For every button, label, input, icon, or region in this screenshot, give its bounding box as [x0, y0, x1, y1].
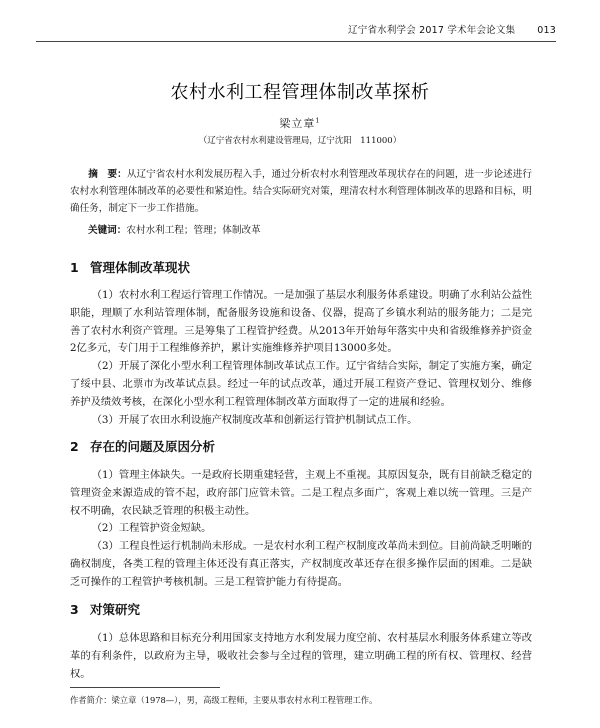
section-heading-3 — [70, 600, 140, 618]
page-number: 013 — [537, 25, 556, 36]
section-title: 管理体制改革现状 — [90, 260, 191, 275]
author-affiliation: （辽宁省农村水利建设管理局，辽宁沈阳 111000） — [198, 136, 402, 146]
abstract — [70, 166, 532, 217]
abstract-text: 从辽宁省农村水利发展历程入手，通过分析农村水利管理改革现状存在的问题，进一步论述进行农村水利管理体制改革的必要性和紧迫性。结合实际研究对策，理清农村水利管理体制改革的思路和目标，明确任务，制定下一步工作措施。 — [70, 169, 532, 214]
section-body-1 — [70, 287, 532, 429]
footnote-divider — [70, 687, 220, 688]
paragraph: （1）农村水利工程运行管理工作情况。一是加强了基层水利服务体系建设。明确了水利站公益性职能，理顺了水利站管理体制，配备服务设施和设备、仪器，提高了乡镇水利站的服务能力；二是完善了农村水利资产管理。三是筹集了工程管护经费。从2013年开始每年落实中央和省级维修养护资金2亿多元，专门用于工程维修养护，累计实施维修养护项目13000多处。 — [70, 289, 532, 355]
paragraph: （3）工程良性运行机制尚未形成。一是农村水利工程产权制度改革尚未到位。目前尚缺乏明晰的确权制度，各类工程的管理主体还没有真正落实，产权制度改革还存在很多操作层面的困难。二是缺乏可操作的工程管护考核机制。三是工程管护能力有待提高。 — [70, 540, 532, 588]
paragraph: （1）管理主体缺失。一是政府长期重建轻营，主观上不重视。其原因复杂，既有目前缺乏稳定的管理资金来源造成的管不起，政府部门应管未管。二是工程点多面广，客观上难以统一管理。三是产权不明确，农民缺乏管理的积极主动性。 — [70, 469, 532, 517]
author-superscript: 1 — [315, 116, 321, 125]
paragraph: （1）总体思路和目标充分利用国家支持地方水利发展力度空前、农村基层水利服务体系建立等改革的有利条件，以政府为主导，吸收社会参与全过程的管理，建立明确工程的所有权、管理权、经营权。 — [70, 632, 532, 680]
running-header — [36, 22, 556, 42]
section-heading-1 — [70, 258, 190, 276]
paragraph: （3）开展了农田水利设施产权制度改革和创新运行管护机制试点工作。 — [91, 413, 418, 426]
section-number: 3 — [70, 602, 79, 617]
paragraph: （2）工程管护资金短缺。 — [91, 522, 212, 535]
author-line — [0, 115, 600, 131]
footnote-text: 梁立章（1978—），男，高级工程师，主要从事农村水利工程管理工作。 — [111, 695, 378, 705]
keywords — [88, 223, 532, 238]
author-name: 梁立章 — [279, 117, 316, 130]
keywords-text: 农村水利工程；管理；体制改革 — [126, 225, 261, 236]
running-title: 辽宁省水利学会 2017 学术年会论文集 — [348, 25, 516, 36]
abstract-label: 摘 要： — [88, 169, 127, 180]
footnote-label: 作者简介： — [70, 695, 112, 705]
section-body-2 — [70, 467, 532, 592]
paper-title: 农村水利工程管理体制改革探析 — [170, 82, 430, 103]
section-title: 存在的问题及原因分析 — [90, 439, 216, 454]
section-body-3 — [70, 630, 532, 683]
footnote — [70, 694, 540, 706]
section-heading-2 — [70, 437, 215, 455]
section-number: 2 — [70, 439, 79, 454]
keywords-label: 关键词： — [88, 225, 127, 236]
paragraph: （2）开展了深化小型水利工程管理体制改革试点工作。辽宁省结合实际，制定了实施方案，确定了绥中县、北票市为改革试点县。经过一年的试点改革，通过开展工程资产登记、管理权划分、维修养护及绩效考核，在深化小型水利工程管理体制改革方面取得了一定的进展和经验。 — [70, 360, 532, 408]
section-title: 对策研究 — [90, 602, 141, 617]
section-number: 1 — [70, 260, 79, 275]
